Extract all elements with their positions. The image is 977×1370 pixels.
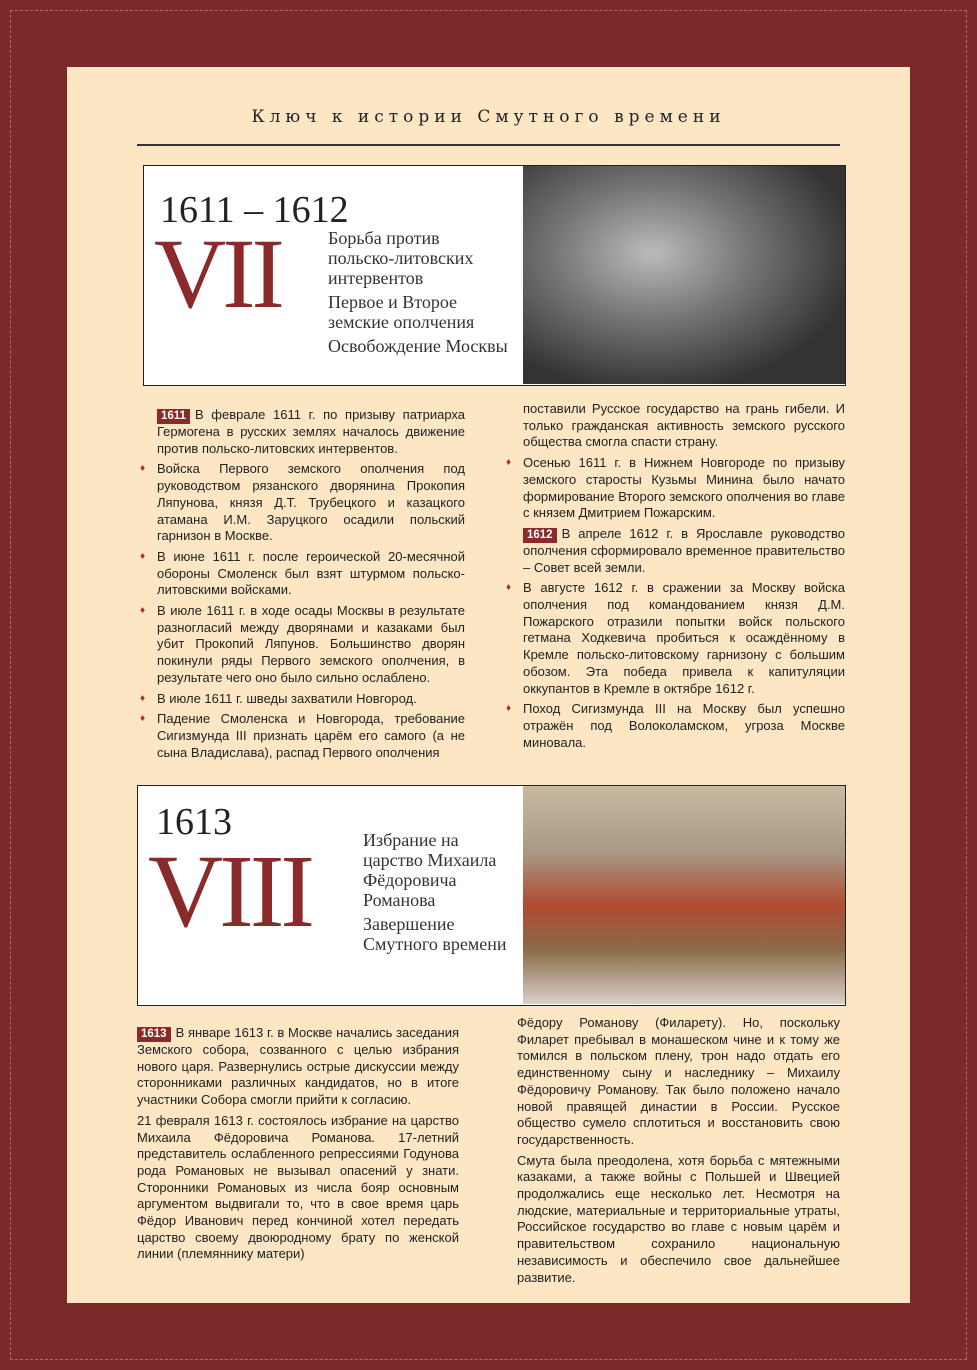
paragraph-text: 21 февраля 1613 г. состоялось избрание на царство Михаила Фёдоровича Романова. 17-летний представитель ослабленного репрессиями Годунова рода Романовых не вызывал опасений у знати. Сторонники Романовых из числа бояр основным аргументом выдвигали то, что в свое время царь Фёдор Иванович перед кончиной хотел передать царство своему двоюродному брату по женской линии (племяннику матери) [137,1112,459,1262]
paragraph-text: Войска Первого земского ополчения под руководством рязанского дворянина Прокопия Ляпунова, князя Д.Т. Трубецкого и казацкого атамана И.М. Заруцкого осадили польский гарнизон в Москве. [157,461,465,544]
paragraph [137,1025,459,1109]
year-tag: 1612 [523,528,557,543]
bullet-item [523,701,845,751]
divider [137,144,840,146]
bullet-item [157,711,465,761]
paragraph-text: поставили Русское государство на грань гибели. И только гражданская активность земского русского общества смогла спасти страну. [523,401,845,450]
paragraph-text: Поход Сигизмунда III на Москву был успешно отражён под Волоколамском, угроза Москве миновала. [523,701,845,750]
paragraph [517,1015,840,1149]
section-7-left-column [157,407,465,765]
section-7-header [143,165,846,386]
subtitle: Борьба против польско-литовских интервентов [328,228,474,288]
poster-title: Ключ к истории Смутного времени [251,107,726,127]
bullet-item [157,691,465,708]
paragraph-text: Осенью 1611 г. в Нижнем Новгороде по призыву земского старосты Кузьмы Минина было начато формирование Второго земского ополчения во главе с князем Дмитрием Пожарским. [523,455,845,521]
subtitle: Завершение Смутного времени [363,914,507,954]
paragraph-text: Смута была преодолена, хотя борьба с мятежными казаками, а также войны с Польшей и Швецией продолжались еще несколько лет. Несмотря на людские, материальные и территориальные утраты, Российское государство во главе с новым царём и правительством сохранило национальную независимость и обеспечило свое дальнейшее развитие. [517,1152,840,1285]
bullet-item [157,461,465,545]
coronation-painting-image [523,786,845,1004]
paragraph-text: В июле 1611 г. в ходе осады Москвы в результате разногласий между дворянами и казаками был убит Прокопий Ляпунов. Большинство дворян покинули ряды Первого земского ополчения, в результате чего оно было сильно ослаблено. [157,603,465,685]
section-8-years: 1613 [156,801,232,843]
paragraph [137,1113,459,1263]
section-8-subtitles [363,830,513,958]
paragraph [517,1153,840,1287]
paragraph-text: В августе 1612 г. в сражении за Москву войска ополчения под командованием князя Д.М. Пожарского отразили попытки войск польского гетмана Ходкевича пробиться к осаждённому в Кремле польско-литовскому гарнизону с большим обозом. Эта победа привела к капитуляции оккупантов в Кремле в октябре 1612 г. [523,580,845,696]
subtitle: Освобождение Москвы [328,336,508,356]
bullet-item [157,549,465,599]
subtitle: Первое и Второе земские ополчения [328,292,475,332]
section-7-subtitles [328,228,508,360]
subtitle: Избрание на царство Михаила Фёдоровича Романова [363,830,497,910]
section-7-right-column [523,401,845,755]
battle-engraving-image [523,166,845,384]
bullet-item [523,455,845,522]
paragraph-text: В апреле 1612 г. в Ярославле руководство ополчения сформировало временное правительство – Совет всей земли. [523,525,845,575]
paragraph-text: Падение Смоленска и Новгорода, требование Сигизмунда III признать царём его самого (а не сына Владислава), распад Первого ополчения [157,711,465,760]
section-7-numeral: VII [154,218,281,329]
poster [67,67,910,1303]
paragraph-text: В январе 1613 г. в Москве начались заседания Земского собора, созванного с целью избрания нового царя. Развернулись острые дискуссии между сторонниками различных кандидатов, но в итоге участники Собора смогли прийти к согласию. [137,1025,459,1108]
bullet-item [523,580,845,697]
paragraph-text: В июле 1611 г. шведы захватили Новгород. [157,690,417,706]
year-tag: 1613 [137,1027,171,1042]
paragraph [523,401,845,451]
bullet-item [157,603,465,687]
year-tag: 1611 [157,409,190,424]
paragraph [523,526,845,576]
paragraph-text: В июне 1611 г. после героической 20-месячной обороны Смоленск был взят штурмом польско-литовскими войсками. [157,548,465,598]
paragraph [157,407,465,457]
section-8-numeral: VIII [148,834,312,949]
section-8-right-column [517,1015,840,1290]
section-8-header [137,785,846,1006]
section-8-left-column [137,1025,459,1267]
section-7-years: 1611 – 1612 [160,189,349,231]
paragraph-text: Фёдору Романову (Филарету). Но, поскольку Филарет пребывал в монашеском чине и к тому же томился в польском плену, трон надо отдать его единственному сыну и наследнику – Михаилу Фёдоровичу Романову. Так было положено начало новой правящей династии в России. Русское общество сумело сплотиться и восстановить свою государственность. [517,1015,840,1147]
paragraph-text: В феврале 1611 г. по призыву патриарха Гермогена в русских землях началось движение против польско-литовских интервентов. [157,407,465,456]
